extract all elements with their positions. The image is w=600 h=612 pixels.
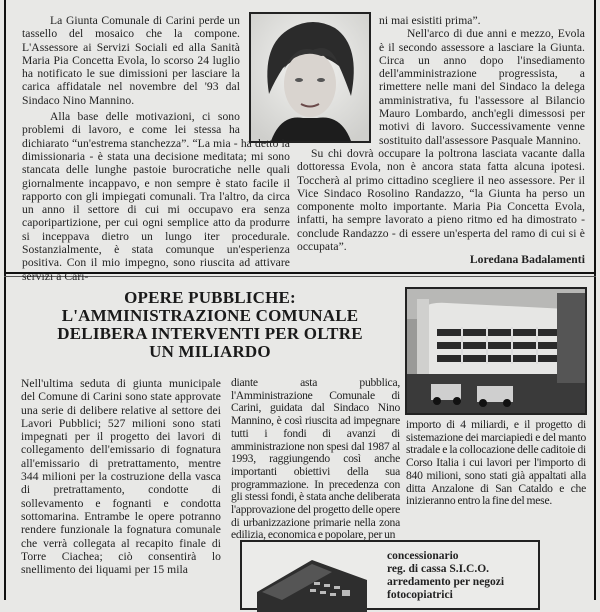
ad-line: arredamento per negozi xyxy=(387,576,505,588)
article1-paragraph: La Giunta Comunale di Carini perde un tassello del mosaico che la compone. L'Assessore ai Servizi Sociali ed alla Sanità Maria Pia Concetta Evola, lo scorso 24 luglio ha notificato le sue dimissioni per lasciare la carica affidatale nel novembre del '93 dal Sindaco Nino Mannino. xyxy=(22,14,240,107)
ad-line: reg. di cassa S.I.C.O. xyxy=(387,563,490,575)
headline-line: OPERE PUBBLICHE: xyxy=(124,288,296,307)
article2-column-3 xyxy=(406,419,586,508)
ad-line: concessionario xyxy=(387,550,459,562)
article1-left-column xyxy=(22,14,290,283)
cash-register-image xyxy=(252,552,372,612)
advertisement-text xyxy=(387,550,504,602)
article2-paragraph: Nell'ultima seduta di giunta municipale del Comune di Carini sono state approvate una serie di delibere relative al settore dei Lavori Pubblici; 527 milioni sono stati impegnati per il progetto dei lavori di collegamento dell'emissario di fognatura all'emissario di pretrattamento, mentre 344 milioni per la costruzione della vasca di pretrattamento, condotte di sollevamento e fognanti e condotta sottomarina. Entrambe le opere potranno rendere funzionale la fognatura comunale che verrà collegata al recapito finale di Torre Ciachea; ciò consentirà lo snellimento dei liquami per 15 mila xyxy=(21,377,221,577)
article2-paragraph: importo di 4 miliardi, e il progetto di sistemazione dei marciapiedi e del manto stradale e la collocazione delle caditoie di Corso Italia i cui lavori per l'importo di 840 milioni, sono stati già appaltati alla ditta Anzalone di San Cataldo e che inizieranno entro la fine del mese. xyxy=(406,418,586,508)
ad-line: fotocopiatrici xyxy=(387,589,453,601)
headline-line: DELIBERA INTERVENTI PER OLTRE xyxy=(57,324,363,343)
building-photo xyxy=(405,287,587,415)
headline-line: UN MILIARDO xyxy=(149,342,271,361)
author-byline: Loredana Badalamenti xyxy=(469,253,585,267)
article1-paragraph: Su chi dovrà occupare la poltrona lasciata vacante dalla dottoressa Evola, non è ancora stata fatta alcuna ipotesi. Toccherà al primo cittadino scegliere il neo assessore. Per il Vice Sindaco Rosolino Randazzo, “la Giunta ha perso un componente molto importante. Maria Pia Concetta Evola, infatti, ha sempre lavorato a pieno ritmo ed ha dimostrato - conclude Randazzo - di essere un'esperta del ramo di cui si è occupata”. xyxy=(297,146,585,254)
article1-paragraph: Nell'arco di due anni e mezzo, Evola è il secondo assessore a lasciare la Giunta. Circa un anno dopo l'insediamento dell'amministrazione progressista, a rimettere nelle mani del Sindaco la delega amministrativa, fu l'assessore al Bilancio Mauro Lombardo, anch'egli dimessosi per motivi di lavoro. Successivamente venne sostituito dall'assessore Pasquale Mannino. xyxy=(379,27,585,147)
right-border xyxy=(594,0,596,600)
article1-paragraph: Alla base delle motivazioni, ci sono problemi di lavoro, e come lei stessa ha dichiarato “un'estrema stanchezza”. “La mia - ha detto la dimissionaria - è stata una decisione meditata; mi sono stancata delle lunghe pastoie burocratiche nelle quali giornalmente incappavo, e non sempre è stato facile il rapporto con gli impiegati comunali. Tra l'altro, da circa un anno il settore di cui mi occupavo era senza caporipartizione, per cui ogni semplice atto da produrre si inceppava dietro un lungo iter procedurale. Sostanzialmente, è stata comunque un'esperienza positiva. Con il mio impegno, sono riuscita ad attivare servizi a Cari- xyxy=(22,110,290,283)
article1-paragraph: ni mai esistiti prima”. xyxy=(379,14,481,27)
headline-line: L'AMMINISTRAZIONE COMUNALE xyxy=(61,306,359,325)
article1-right-column xyxy=(297,14,585,267)
article2-column-1 xyxy=(21,377,221,576)
left-border xyxy=(4,0,6,600)
article2-paragraph: diante asta pubblica, l'Amministrazione Comunale di Carini, guidata dal Sindaco Nino Mannino, è così riuscita ad impegnare tutti i fondi di avanzi di amministrazione non spesi dal 1987 al 1993, raggiungendo così anche importanti obiettivi della sua programmazione. In precedenza con gli stessi fondi, è stata anche deliberata l'approvazione del progetto delle opere di urbanizzazione primarie nella zona edilizia, economica e popolare, per un xyxy=(231,376,400,542)
article2-headline xyxy=(20,289,400,361)
article2-column-2 xyxy=(231,377,400,542)
